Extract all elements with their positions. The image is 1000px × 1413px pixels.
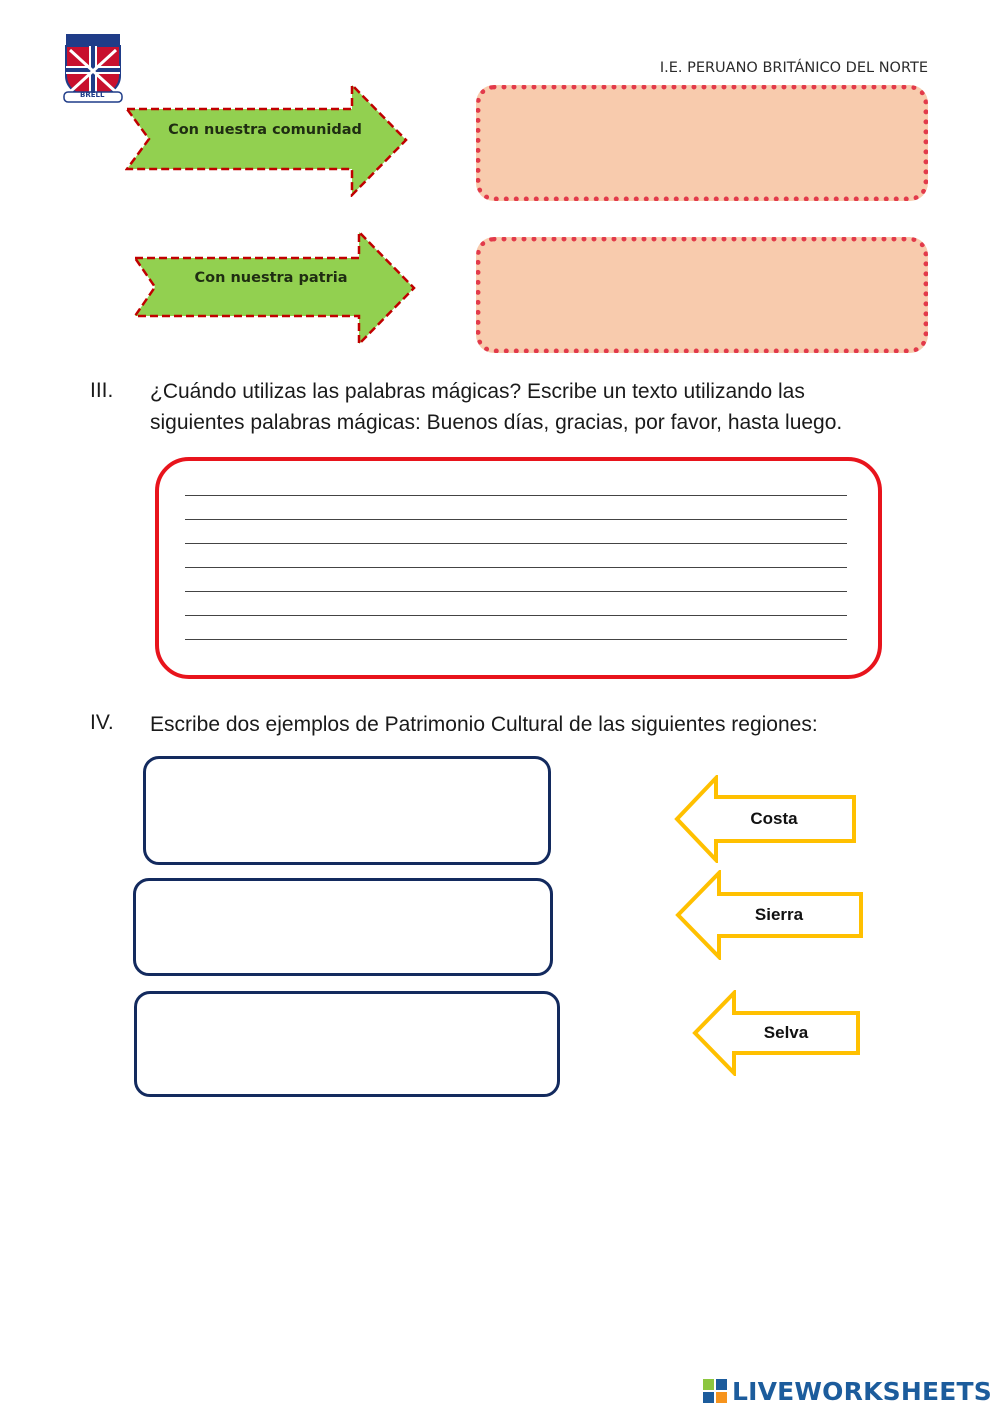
region-arrow-sierra[interactable] [675, 870, 865, 960]
region-answer-box-2[interactable] [133, 878, 553, 976]
region-answer-box-1[interactable] [143, 756, 551, 865]
writing-line[interactable] [185, 543, 847, 544]
answer-input-comunidad[interactable] [481, 90, 923, 196]
writing-line[interactable] [185, 495, 847, 496]
answer-input-patria[interactable] [481, 242, 923, 348]
region-label-selva: Selva [763, 1023, 809, 1042]
writing-line[interactable] [185, 615, 847, 616]
school-name: I.E. PERUANO BRITÁNICO DEL NORTE [659, 60, 928, 76]
writing-line[interactable] [185, 639, 847, 640]
region-answer-box-3[interactable] [134, 991, 560, 1097]
region-answer-input-3[interactable] [137, 994, 557, 1094]
arrow-patria [133, 230, 416, 346]
region-label-costa: Costa [750, 809, 798, 828]
section-iii-line1: ¿Cuándo utilizas las palabras mágicas? Escribe un texto utilizando las [150, 380, 805, 403]
answer-box-comunidad[interactable] [476, 85, 928, 201]
arrow-comunidad [125, 83, 408, 197]
liveworksheets-logo[interactable] [702, 1375, 992, 1407]
school-crest [60, 30, 126, 106]
crest-ribbon-text: BRELL [80, 91, 105, 99]
writing-line[interactable] [185, 591, 847, 592]
region-answer-input-2[interactable] [136, 881, 550, 973]
writing-line[interactable] [185, 519, 847, 520]
section-iii-line2: siguientes palabras mágicas: Buenos días, gracias, por favor, hasta luego. [150, 411, 843, 434]
section-iv-number: IV. [90, 711, 114, 734]
writing-area[interactable] [155, 457, 882, 679]
region-label-sierra: Sierra [754, 905, 804, 924]
arrow-label-comunidad: Con nuestra comunidad [168, 122, 362, 138]
region-answer-input-1[interactable] [146, 759, 548, 862]
region-arrow-selva[interactable] [692, 990, 862, 1076]
answer-box-patria[interactable] [476, 237, 928, 353]
section-iii-number: III. [90, 379, 114, 402]
section-iii-instructions [150, 376, 940, 438]
section-iv-instructions: Escribe dos ejemplos de Patrimonio Cultural de las siguientes regiones: [150, 713, 818, 736]
liveworksheets-icon [702, 1378, 728, 1404]
writing-line[interactable] [185, 567, 847, 568]
region-arrow-costa[interactable] [674, 775, 858, 863]
liveworksheets-brand: LIVEWORKSHEETS [731, 1376, 992, 1406]
arrow-label-patria: Con nuestra patria [194, 270, 348, 286]
